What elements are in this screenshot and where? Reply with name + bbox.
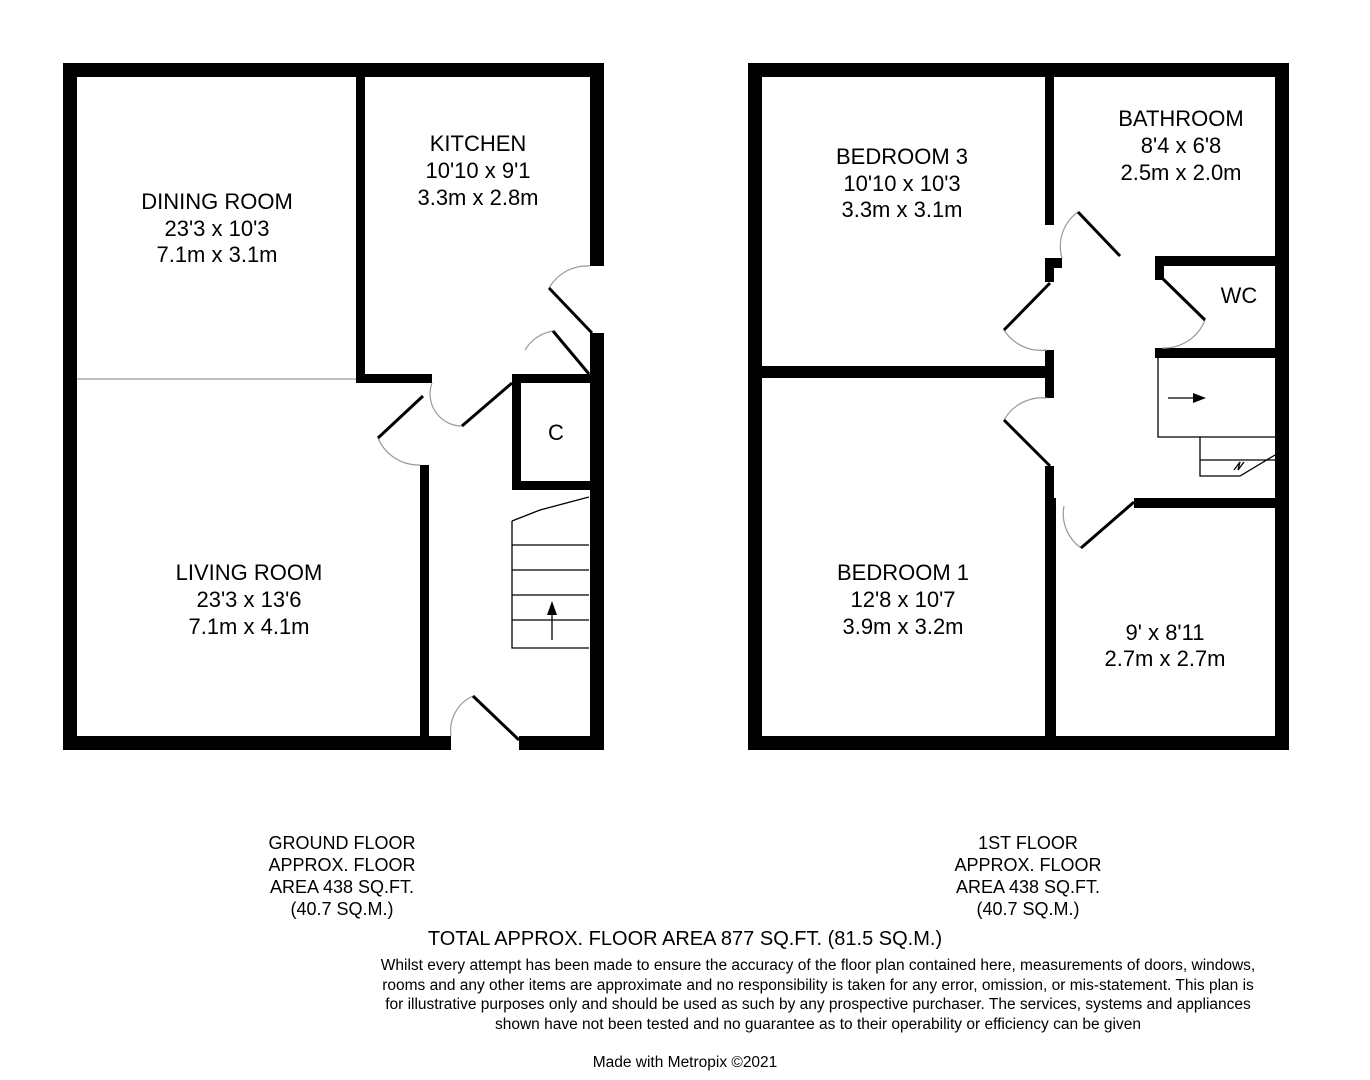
svg-text:BEDROOM 3: BEDROOM 3 — [835, 144, 969, 169]
ff-bedroom-1-door-icon[interactable] — [1004, 398, 1050, 466]
ff-wall-bathroom-bottom — [1155, 256, 1277, 266]
ff-wall-spine-b — [1045, 258, 1054, 282]
gf-wall-kitchen-bottom — [356, 374, 432, 383]
gf-front-door-icon[interactable] — [451, 696, 519, 740]
svg-text:3.9m x 3.2m: 3.9m x 3.2m — [842, 614, 964, 639]
gf-stair-arrow-icon — [547, 601, 557, 615]
gf-wall-kitchen-bottom-right — [512, 374, 592, 383]
total-floor-area: TOTAL APPROX. FLOOR AREA 877 SQ.FT. (81.5 SQ.M.) — [427, 928, 943, 950]
gf-cupboard-door-icon[interactable] — [525, 331, 589, 374]
gf-wall-left — [63, 63, 77, 750]
ff-wall-bed3-bed1 — [760, 366, 1054, 378]
svg-text:LIVING ROOM: LIVING ROOM — [175, 560, 323, 585]
ground-floor-plan — [63, 63, 604, 750]
svg-text:9' x 8'11: 9' x 8'11 — [1125, 620, 1205, 645]
gf-wall-living-hall — [420, 465, 429, 745]
gf-wall-right-lower — [590, 333, 604, 750]
ff-bedroom-2-door-icon[interactable] — [1063, 502, 1134, 548]
svg-text:10'10 x 10'3: 10'10 x 10'3 — [843, 171, 961, 196]
ground-floor-caption — [242, 832, 442, 920]
gf-wall-right-upper — [590, 63, 604, 266]
ff-wall-top — [748, 63, 1289, 77]
ff-wall-spine-top — [1045, 75, 1054, 225]
disclaimer-text: Whilst every attempt has been made to ensure the accuracy of the floor plan contained here, measurements of doors, windows, rooms and any other items are approximate and no responsibility is taken for any error, omission, or mis-statement. This plan is for illustrative purposes only and should be used as such by any prospective purchaser. The services, systems and appliances shown have not been tested and no guarantee as to their operability or efficiency can be given — [380, 957, 1256, 1033]
first-floor-caption-line: 1ST FLOOR — [978, 833, 1078, 853]
ground-floor-caption-line: (40.7 SQ.M.) — [290, 899, 394, 919]
ff-staircase-icon[interactable] — [1158, 358, 1275, 476]
gf-living-room-door-icon[interactable] — [378, 396, 423, 465]
ff-wall-left — [748, 63, 762, 750]
living-room-label — [176, 560, 323, 639]
ground-floor-caption-line: GROUND FLOOR — [268, 833, 416, 853]
bathroom-label — [1118, 106, 1243, 185]
svg-text:BEDROOM 1: BEDROOM 1 — [836, 560, 970, 585]
first-floor-caption-line: APPROX. FLOOR — [954, 855, 1102, 875]
cupboard-label: C — [548, 420, 564, 445]
svg-text:DINING ROOM: DINING ROOM — [141, 189, 293, 214]
svg-text:3.3m x 2.8m: 3.3m x 2.8m — [417, 185, 539, 210]
gf-side-door-icon[interactable] — [549, 266, 592, 333]
first-floor-caption-line: (40.7 SQ.M.) — [976, 899, 1080, 919]
svg-text:3.3m x 3.1m: 3.3m x 3.1m — [841, 197, 963, 222]
kitchen-label — [417, 131, 538, 210]
ground-floor-caption-line: AREA 438 SQ.FT. — [269, 877, 415, 897]
gf-wall-top — [63, 63, 604, 77]
gf-wall-bottom-left — [63, 736, 451, 750]
gf-kitchen-door-icon[interactable] — [430, 383, 512, 426]
bedroom-3-label — [836, 144, 968, 222]
svg-text:BATHROOM: BATHROOM — [1118, 106, 1244, 131]
svg-text:23'3 x 13'6: 23'3 x 13'6 — [196, 587, 302, 612]
gf-wall-dining-kitchen — [356, 75, 365, 383]
ff-wall-spine-d — [1045, 466, 1054, 498]
ff-wall-wc-bottom — [1155, 348, 1277, 358]
svg-text:7.1m x 4.1m: 7.1m x 4.1m — [188, 614, 310, 639]
gf-wall-cupboard-left — [512, 374, 521, 490]
svg-text:KITCHEN: KITCHEN — [429, 131, 527, 156]
ground-floor-caption-line: APPROX. FLOOR — [268, 855, 416, 875]
ff-wall-bottom — [748, 736, 1289, 750]
ff-wall-right — [1275, 63, 1289, 750]
svg-text:8'4 x 6'8: 8'4 x 6'8 — [1140, 133, 1222, 158]
made-with-credit: Made with Metropix ©2021 — [592, 1054, 778, 1071]
bedroom-1-label — [837, 560, 969, 639]
ff-wall-spine-bottom — [1045, 498, 1056, 738]
svg-text:2.7m x 2.7m: 2.7m x 2.7m — [1104, 646, 1226, 671]
bedroom-2-label — [1104, 620, 1225, 671]
svg-text:10'10 x 9'1: 10'10 x 9'1 — [425, 158, 531, 183]
first-floor-caption — [928, 832, 1128, 920]
gf-wall-cupboard-bottom — [512, 481, 592, 490]
svg-text:12'8 x 10'7: 12'8 x 10'7 — [850, 587, 956, 612]
ff-stair-arrow-icon — [1193, 393, 1206, 403]
first-floor-caption-line: AREA 438 SQ.FT. — [955, 877, 1101, 897]
ff-wc-door-icon[interactable] — [1160, 276, 1205, 348]
ff-bedroom-3-door-icon[interactable] — [1004, 283, 1050, 350]
ff-wall-bed2-top — [1134, 498, 1277, 508]
ff-wall-wc-left-stub — [1155, 256, 1164, 280]
ff-bathroom-door-icon[interactable] — [1060, 212, 1120, 258]
svg-text:2.5m x 2.0m: 2.5m x 2.0m — [1120, 160, 1242, 185]
wc-label: WC — [1220, 283, 1258, 308]
dining-room-label — [141, 189, 293, 267]
svg-text:7.1m x 3.1m: 7.1m x 3.1m — [156, 242, 278, 267]
first-floor-plan — [748, 63, 1289, 750]
gf-staircase-icon[interactable] — [512, 497, 589, 648]
svg-text:23'3 x 10'3: 23'3 x 10'3 — [164, 216, 270, 241]
